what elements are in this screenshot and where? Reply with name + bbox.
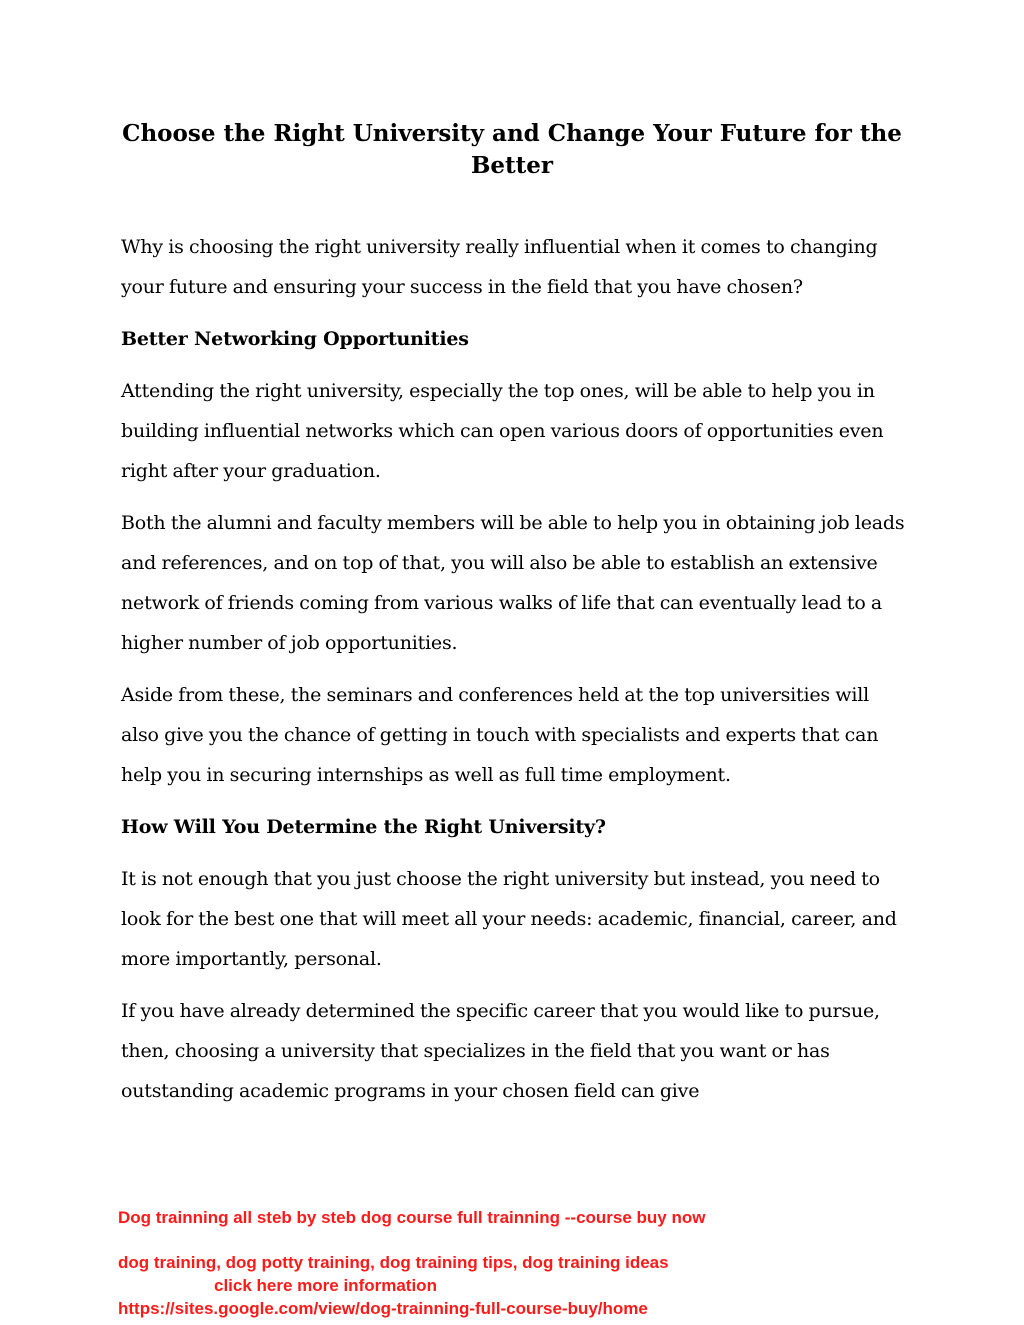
section-heading-networking: Better Networking Opportunities bbox=[121, 328, 469, 350]
intro-paragraph: Why is choosing the right university really influential when it comes to changing your future and ensuring your success in the field that you have chosen? bbox=[121, 236, 878, 298]
body-paragraph: If you have already determined the specific career that you would like to pursue, then, choosing a university that specializes in the field that you want or has outstanding academic programs in your chosen field can give bbox=[121, 1000, 880, 1102]
section-heading-determine: How Will You Determine the Right University? bbox=[121, 816, 606, 838]
footer-ad-click-here[interactable]: click here more information bbox=[214, 1276, 437, 1295]
body-paragraph: Attending the right university, especially the top ones, will be able to help you in building influential networks which can open various doors of opportunities even right after your graduation. bbox=[121, 380, 884, 482]
footer-ad-link[interactable]: Dog trainning all steb by steb dog course full trainning --course buy now bbox=[118, 1208, 706, 1227]
document-body bbox=[121, 227, 911, 1123]
footer-ad-url[interactable]: https://sites.google.com/view/dog-trainning-full-course-buy/home bbox=[118, 1299, 648, 1318]
footer-ad-keywords[interactable]: dog training, dog potty training, dog training tips, dog training ideas bbox=[118, 1253, 669, 1272]
body-paragraph: It is not enough that you just choose the right university but instead, you need to look for the best one that will meet all your needs: academic, financial, career, and more importantly, personal. bbox=[121, 868, 897, 970]
body-paragraph: Both the alumni and faculty members will be able to help you in obtaining job leads and references, and on top of that, you will also be able to establish an extensive network of friends coming from various walks of life that can eventually lead to a higher number of job opportunities. bbox=[121, 512, 905, 654]
body-paragraph: Aside from these, the seminars and conferences held at the top universities will also give you the chance of getting in touch with specialists and experts that can help you in securing internships as well as full time employment. bbox=[121, 684, 879, 786]
document-title: Choose the Right University and Change Your Future for the Better bbox=[122, 120, 902, 179]
